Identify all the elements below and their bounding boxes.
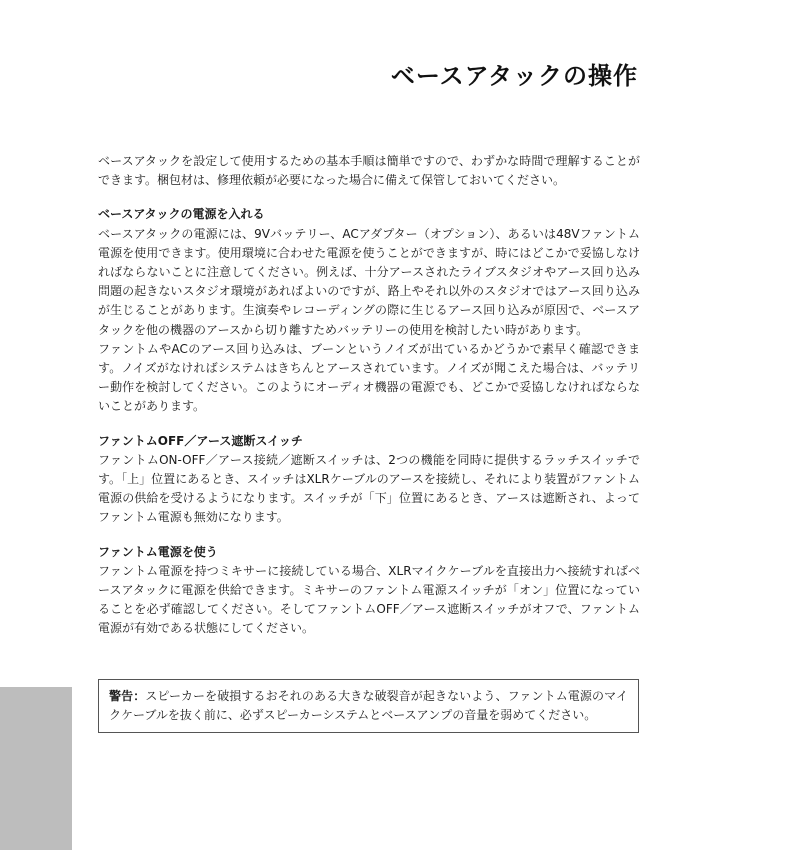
intro-paragraph: ベースアタックを設定して使用するための基本手順は簡単ですので、わずかな時間で理解することができます。梱包材は、修理依頼が必要になった場合に備えて保管しておいてください。 xyxy=(98,154,640,188)
warning-label: 警告： xyxy=(109,689,146,703)
warning-text: スピーカーを破損するおそれのある大きな破裂音が起きないよう、ファントム電源のマイクケーブルを抜く前に、必ずスピーカーシステムとベースアンプの音量を弱めてください。 xyxy=(109,689,628,723)
section-paragraph: ベースアタックの電源には、9Vバッテリー、ACアダプター（オプション）、あるいは48Vファントム電源を使用できます。使用環境に合わせた電源を使うことができますが、時にはどこかで妥協しなければならないことに注意してください。例えば、十分アースされたライブスタジオやアース回り込み問題の起きないスタジオ環境があればよいのですが、路上やそれ以外のスタジオではアース回り込みが生じることがあります。生演奏やレコーディングの際に生じるアース回り込みが原因で、ベースアタックを他の機器のアースから切り離すためバッテリーの使用を検討したい時があります。 xyxy=(98,226,640,337)
section-paragraph: ファントムON-OFF／アース接続／遮断スイッチは、2つの機能を同時に提供するラッチスイッチです。「上」位置にあるとき、スイッチはXLRケーブルのアースを接続し、それにより装置がファントム電源の供給を受けるようになります。スイッチが「下」位置にあるとき、アースは遮断され、よってファントム電源も無効になります。 xyxy=(98,452,640,525)
section-phantom-switch xyxy=(98,432,640,528)
section-heading: ベースアタックの電源を入れる xyxy=(98,207,265,222)
section-heading: ファントム電源を使う xyxy=(98,544,218,559)
section-power-on xyxy=(98,205,640,416)
section-paragraph: ファントムやACのアース回り込みは、ブーンというノイズが出ているかどうかで素早く確認できます。ノイズがなければシステムはきちんとアースされています。ノイズが聞こえた場合は、バッテリー動作を検討してください。このようにオーディオ機器の電源でも、どこかで妥協しなければならないことがあります。 xyxy=(98,341,640,414)
page-title: ベースアタックの操作 xyxy=(390,62,638,90)
section-paragraph: ファントム電源を持つミキサーに接続している場合、XLRマイクケーブルを直接出力へ接続すればベースアタックに電源を供給できます。ミキサーのファントム電源スイッチが「オン」位置になっていることを必ず確認してください。そしてファントムOFF／アース遮断スイッチがオフで、ファントム電源が有効である状態にしてください。 xyxy=(98,563,640,636)
body-content xyxy=(98,152,640,639)
side-tab-marker xyxy=(0,687,72,850)
section-use-phantom xyxy=(98,543,640,639)
section-heading: ファントムOFF／アース遮断スイッチ xyxy=(98,433,303,448)
warning-box xyxy=(98,679,639,733)
